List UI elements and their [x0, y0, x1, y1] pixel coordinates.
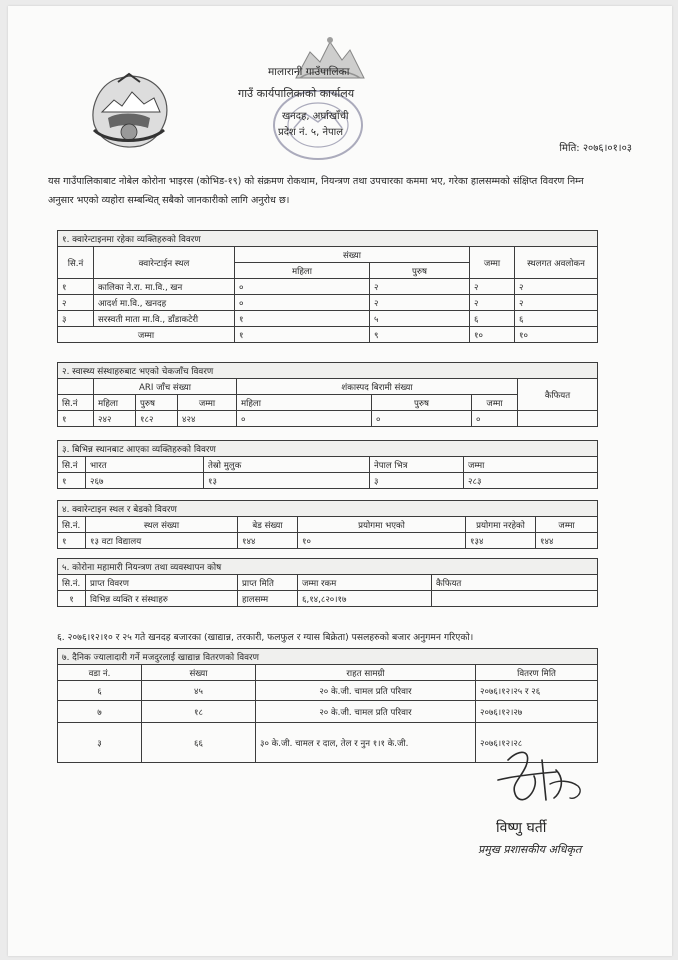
cell-total: ६ [470, 311, 515, 327]
col-total: जम्मा [536, 517, 598, 533]
health-checkup-table [57, 362, 598, 427]
col-in-use: प्रयोगमा भएको [298, 517, 466, 533]
col-sn: सि.नं. [58, 575, 86, 591]
table-row [58, 411, 598, 427]
col-total: जम्मा [470, 247, 515, 279]
col-sn: सि.नं [58, 457, 86, 473]
cell-sites: १३ वटा विद्यालय [86, 533, 238, 549]
col-male: पुरुष [370, 263, 470, 279]
total-observation: १० [515, 327, 598, 343]
cell-sn: १ [58, 411, 94, 427]
cell-male: ५ [370, 311, 470, 327]
section-4-title: ४. क्वारेन्टाइन स्थल र बेडको विवरण [58, 501, 598, 517]
cell-female: १ [235, 311, 370, 327]
table-row [58, 311, 598, 327]
col-suspected: शंकास्पद बिरामी संख्या [237, 379, 518, 395]
cell-received-date: हालसम्म [238, 591, 298, 607]
cell-sn: १ [58, 279, 94, 295]
table-row [58, 279, 598, 295]
col-beds: बेड संख्या [238, 517, 298, 533]
col-count: संख्या [142, 665, 256, 681]
cell-total: १४४ [536, 533, 598, 549]
cell-total: २ [470, 279, 515, 295]
cell-count: ६६ [142, 723, 256, 763]
office-name: गाउँ कार्यपालिकाको कार्यालय [238, 87, 355, 100]
col-received-date: प्राप्त मिति [238, 575, 298, 591]
signatory-name: विष्णु घर्ती [496, 820, 547, 836]
section-5-title: ५. कोरोना महामारी नियन्त्रण तथा व्यवस्थापन कोष [58, 559, 598, 575]
cell-sn: ३ [58, 311, 94, 327]
col-amount: जम्मा रकम [298, 575, 432, 591]
cell-sn: १ [58, 533, 86, 549]
col-relief: राहत सामग्री [256, 665, 476, 681]
col-susp-male: पुरुष [372, 395, 472, 411]
section-2-title: २. स्वास्थ्य संस्थाहरुबाट भएको चेकजाँच विवरण [58, 363, 598, 379]
cell-susp-total: ० [472, 411, 518, 427]
office-province: प्रदेश नं. ५, नेपाल [278, 127, 344, 138]
col-not-in-use: प्रयोगमा नरहेको [466, 517, 536, 533]
total-label: जम्मा [58, 327, 235, 343]
signatory-title: प्रमुख प्रशासकीय अधिकृत [478, 843, 582, 856]
cell-amount: ६,१४,८२०।१७ [298, 591, 432, 607]
cell-relief: २० के.जी. चामल प्रति परिवार [256, 681, 476, 701]
cell-not-in-use: १३४ [466, 533, 536, 549]
col-sn: सि.नं [58, 247, 94, 279]
cell-count: ४५ [142, 681, 256, 701]
table-row [58, 473, 598, 489]
col-susp-total: जम्मा [472, 395, 518, 411]
cell-remarks [518, 411, 598, 427]
total-row [58, 327, 598, 343]
section-1-title: १. क्वारेन्टाइनमा रहेका व्यक्तिहरुको विवरण [58, 231, 598, 247]
cell-within-nepal: ३ [370, 473, 464, 489]
cell-ari-female: २४२ [94, 411, 136, 427]
col-sites: स्थल संख्या [86, 517, 238, 533]
table-row [58, 701, 598, 723]
col-ward: वडा नं. [58, 665, 142, 681]
nepal-emblem-icon [88, 72, 170, 152]
cell-female: ० [235, 279, 370, 295]
cell-place: कालिका ने.रा. मा.वि., खन [94, 279, 235, 295]
col-sn-blank [58, 379, 94, 395]
cell-susp-male: ० [372, 411, 472, 427]
col-observation: स्थलगत अवलोकन [515, 247, 598, 279]
cell-female: ० [235, 295, 370, 311]
col-ari: ARI जाँच संख्या [94, 379, 237, 395]
fund-table [57, 558, 598, 607]
cell-ward: ६ [58, 681, 142, 701]
cell-susp-female: ० [237, 411, 372, 427]
market-monitoring-note: ६. २०७६।१२।१० र २५ गते खनदह बजारका (खाद्यान्न, तरकारी, फलफुल र ग्यास बिक्रेता) पसलहरुको बजार अनुगमन गरिएको। [57, 632, 474, 643]
col-sn: सि.नं [58, 395, 94, 411]
cell-observation: २ [515, 279, 598, 295]
col-total: जम्मा [464, 457, 598, 473]
office-address: खनदह, अर्घाखाँची [282, 111, 349, 122]
col-susp-female: महिला [237, 395, 372, 411]
section-3-title: ३. बिभिन्न स्थानबाट आएका व्यक्तिहरुको विवरण [58, 441, 598, 457]
col-count: संख्या [235, 247, 470, 263]
col-female: महिला [235, 263, 370, 279]
col-within-nepal: नेपाल भित्र [370, 457, 464, 473]
cell-beds: १४४ [238, 533, 298, 549]
quarantine-table [57, 230, 598, 343]
cell-observation: २ [515, 295, 598, 311]
col-sn: सि.नं. [58, 517, 86, 533]
col-ari-male: पुरुष [136, 395, 178, 411]
total-female: १ [235, 327, 370, 343]
arrivals-table [57, 440, 598, 489]
col-distribution-date: वितरण मिति [476, 665, 598, 681]
col-india: भारत [86, 457, 204, 473]
cell-count: १८ [142, 701, 256, 723]
col-ari-female: महिला [94, 395, 136, 411]
cell-ari-male: १८२ [136, 411, 178, 427]
cell-remarks [432, 591, 598, 607]
cell-sn: १ [58, 473, 86, 489]
cell-total: २८३ [464, 473, 598, 489]
cell-relief: २० के.जी. चामल प्रति परिवार [256, 701, 476, 723]
cell-in-use: १० [298, 533, 466, 549]
cell-place: सरस्वती माता मा.वि., डाँडाकटेरी [94, 311, 235, 327]
cell-observation: ६ [515, 311, 598, 327]
cell-ari-total: ४२४ [178, 411, 237, 427]
section-7-title: ७. दैनिक ज्यालादारी गर्ने मजदुरलाई खाद्यान्न वितरणको विवरण [58, 649, 598, 665]
cell-distribution-date: २०७६।१२।२८ [476, 723, 598, 763]
cell-relief: ३० के.जी. चामल र दाल, तेल र नुन १।१ के.जी. [256, 723, 476, 763]
table-row [58, 591, 598, 607]
cell-place: आदर्श मा.वि., खनदह [94, 295, 235, 311]
total-male: ९ [370, 327, 470, 343]
col-remarks: कैफियत [432, 575, 598, 591]
cell-total: २ [470, 295, 515, 311]
letter-date: मिति: २०७६।०१।०३ [559, 143, 632, 154]
table-row [58, 681, 598, 701]
col-ari-total: जम्मा [178, 395, 237, 411]
col-third-country: तेस्रो मुलुक [204, 457, 370, 473]
cell-distribution-date: २०७६।१२।२७ [476, 701, 598, 723]
cell-ward: ३ [58, 723, 142, 763]
col-remarks: कैफियत [518, 379, 598, 411]
cell-ward: ७ [58, 701, 142, 723]
table-row [58, 295, 598, 311]
cell-india: २६७ [86, 473, 204, 489]
intro-paragraph: यस गाउँपालिकाबाट नोबेल कोरोना भाइरस (कोभिड-१९) को संक्रमण रोकथाम, नियन्त्रण तथा उपचारका कममा भए, गरेका हालसम्मको संक्षिप्त विवरण निम्न अनुसार भएको व्यहोरा सम्बन्धित् सबैको जानकारीको लागि अनुरोध छ। [48, 176, 584, 206]
cell-sn: १ [58, 591, 86, 607]
table-row [58, 533, 598, 549]
beds-table [57, 500, 598, 549]
cell-distribution-date: २०७६।१२।२५ र २६ [476, 681, 598, 701]
cell-third-country: १३ [204, 473, 370, 489]
cell-source: विभिन्न व्यक्ति र संस्थाहरु [86, 591, 238, 607]
total-total: १० [470, 327, 515, 343]
cell-sn: २ [58, 295, 94, 311]
cell-male: २ [370, 279, 470, 295]
col-quarantine-place: क्वारेन्टाईन स्थल [94, 247, 235, 279]
municipality-name: मालारानी गाउँपालिका [268, 66, 350, 78]
cell-male: २ [370, 295, 470, 311]
col-source: प्राप्त विवरण [86, 575, 238, 591]
